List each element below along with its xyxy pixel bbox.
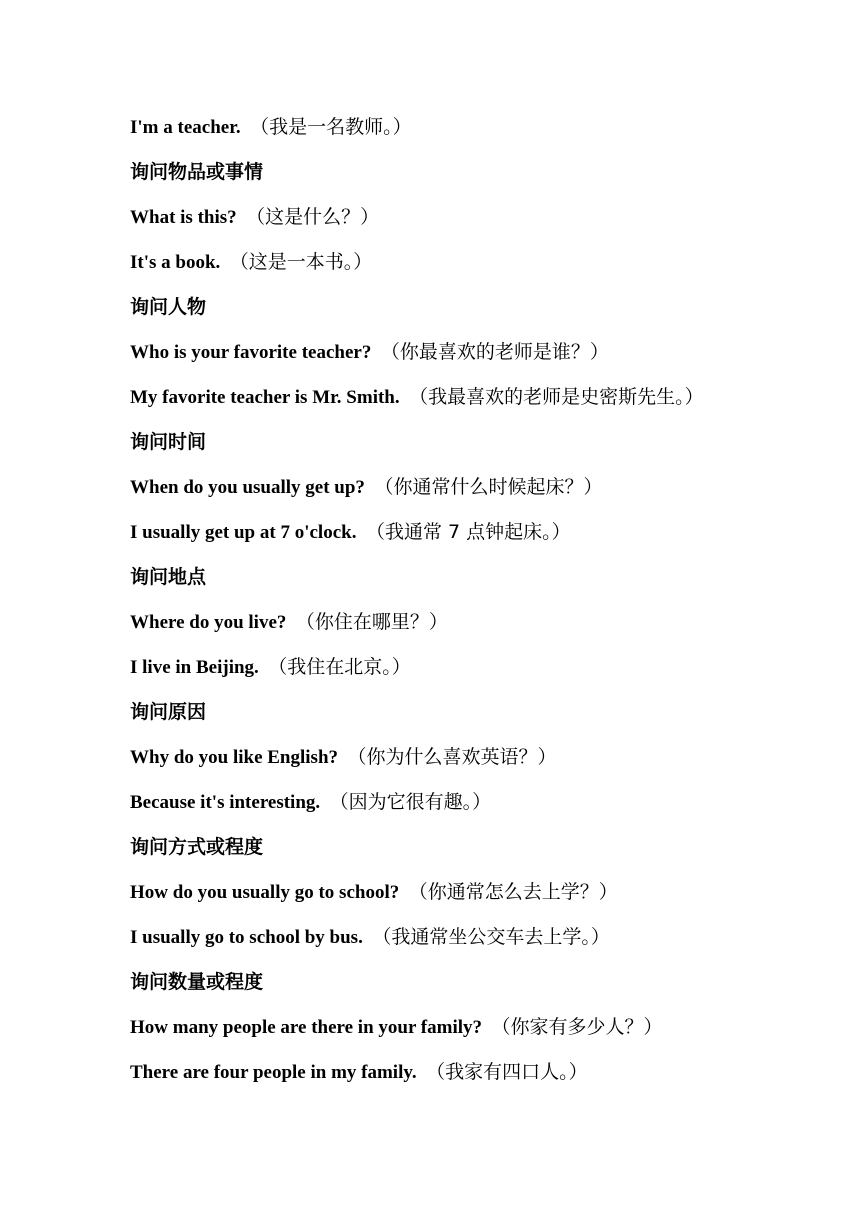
sentence-line	[130, 247, 830, 292]
english-sentence: I usually go to school by bus.	[130, 927, 363, 948]
english-sentence: It's a book.	[130, 252, 221, 273]
sentence-line	[130, 337, 830, 382]
section-heading: 询问地点	[130, 566, 207, 588]
spacer	[220, 252, 230, 273]
chinese-translation: （你通常怎么去上学？）	[408, 881, 618, 903]
sentence-line	[130, 1012, 830, 1057]
sentence-line	[130, 742, 830, 787]
english-sentence: Where do you live?	[130, 612, 287, 633]
english-sentence: Because it's interesting.	[130, 792, 321, 813]
spacer	[286, 612, 296, 633]
chinese-translation: （你为什么喜欢英语？）	[347, 746, 557, 768]
english-sentence: How many people are there in your family?	[130, 1017, 483, 1038]
sentence-line	[130, 472, 830, 517]
spacer	[320, 792, 330, 813]
chinese-translation: （这是一本书。）	[229, 251, 373, 273]
sentence-line	[130, 607, 830, 652]
chinese-translation: （我家有四口人。）	[426, 1061, 588, 1083]
spacer	[363, 927, 373, 948]
sentence-line	[130, 1057, 830, 1102]
section-heading: 询问时间	[130, 431, 207, 453]
section-heading: 询问人物	[130, 296, 207, 318]
spacer	[356, 522, 366, 543]
chinese-translation: （你通常什么时候起床？）	[374, 476, 603, 498]
english-sentence: I usually get up at 7 o'clock.	[130, 522, 357, 543]
sentence-line	[130, 112, 830, 157]
chinese-translation: （你家有多少人？）	[491, 1016, 663, 1038]
chinese-translation: （你最喜欢的老师是谁？）	[380, 341, 609, 363]
spacer	[482, 1017, 492, 1038]
section-heading: 询问方式或程度	[130, 836, 264, 858]
spacer	[237, 207, 247, 228]
spacer	[399, 882, 409, 903]
chinese-translation: （我通常坐公交车去上学。）	[372, 926, 610, 948]
english-sentence: How do you usually go to school?	[130, 882, 400, 903]
chinese-translation: （因为它很有趣。）	[329, 791, 492, 813]
sentence-line	[130, 877, 830, 922]
chinese-translation: （我最喜欢的老师是史密斯先生。）	[409, 386, 704, 408]
sentence-line	[130, 652, 830, 697]
spacer	[338, 747, 348, 768]
sentence-line	[130, 922, 830, 967]
spacer	[417, 1062, 427, 1083]
sentence-line	[130, 517, 830, 562]
spacer	[371, 342, 381, 363]
chinese-translation: （我是一名教师。）	[250, 116, 412, 138]
chinese-translation: （我住在北京。）	[268, 656, 411, 678]
spacer	[241, 117, 251, 138]
english-sentence: I'm a teacher.	[130, 117, 241, 138]
english-sentence: Who is your favorite teacher?	[130, 342, 372, 363]
section-heading: 询问原因	[130, 701, 207, 723]
english-sentence: When do you usually get up?	[130, 477, 365, 498]
chinese-translation: （这是什么？）	[246, 206, 380, 228]
english-sentence: Why do you like English?	[130, 747, 339, 768]
spacer	[365, 477, 375, 498]
chinese-translation: （你住在哪里？）	[295, 611, 448, 633]
sentence-line	[130, 382, 830, 427]
sentence-line	[130, 202, 830, 247]
english-sentence: My favorite teacher is Mr. Smith.	[130, 387, 400, 408]
english-sentence: I live in Beijing.	[130, 657, 259, 678]
english-sentence: There are four people in my family.	[130, 1062, 417, 1083]
section-heading: 询问物品或事情	[130, 161, 264, 183]
section-heading: 询问数量或程度	[130, 971, 264, 993]
spacer	[259, 657, 269, 678]
sentence-line	[130, 787, 830, 832]
document-body	[130, 112, 830, 1102]
english-sentence: What is this?	[130, 207, 237, 228]
chinese-translation: （我通常 7 点钟起床。）	[365, 521, 571, 543]
spacer	[400, 387, 410, 408]
